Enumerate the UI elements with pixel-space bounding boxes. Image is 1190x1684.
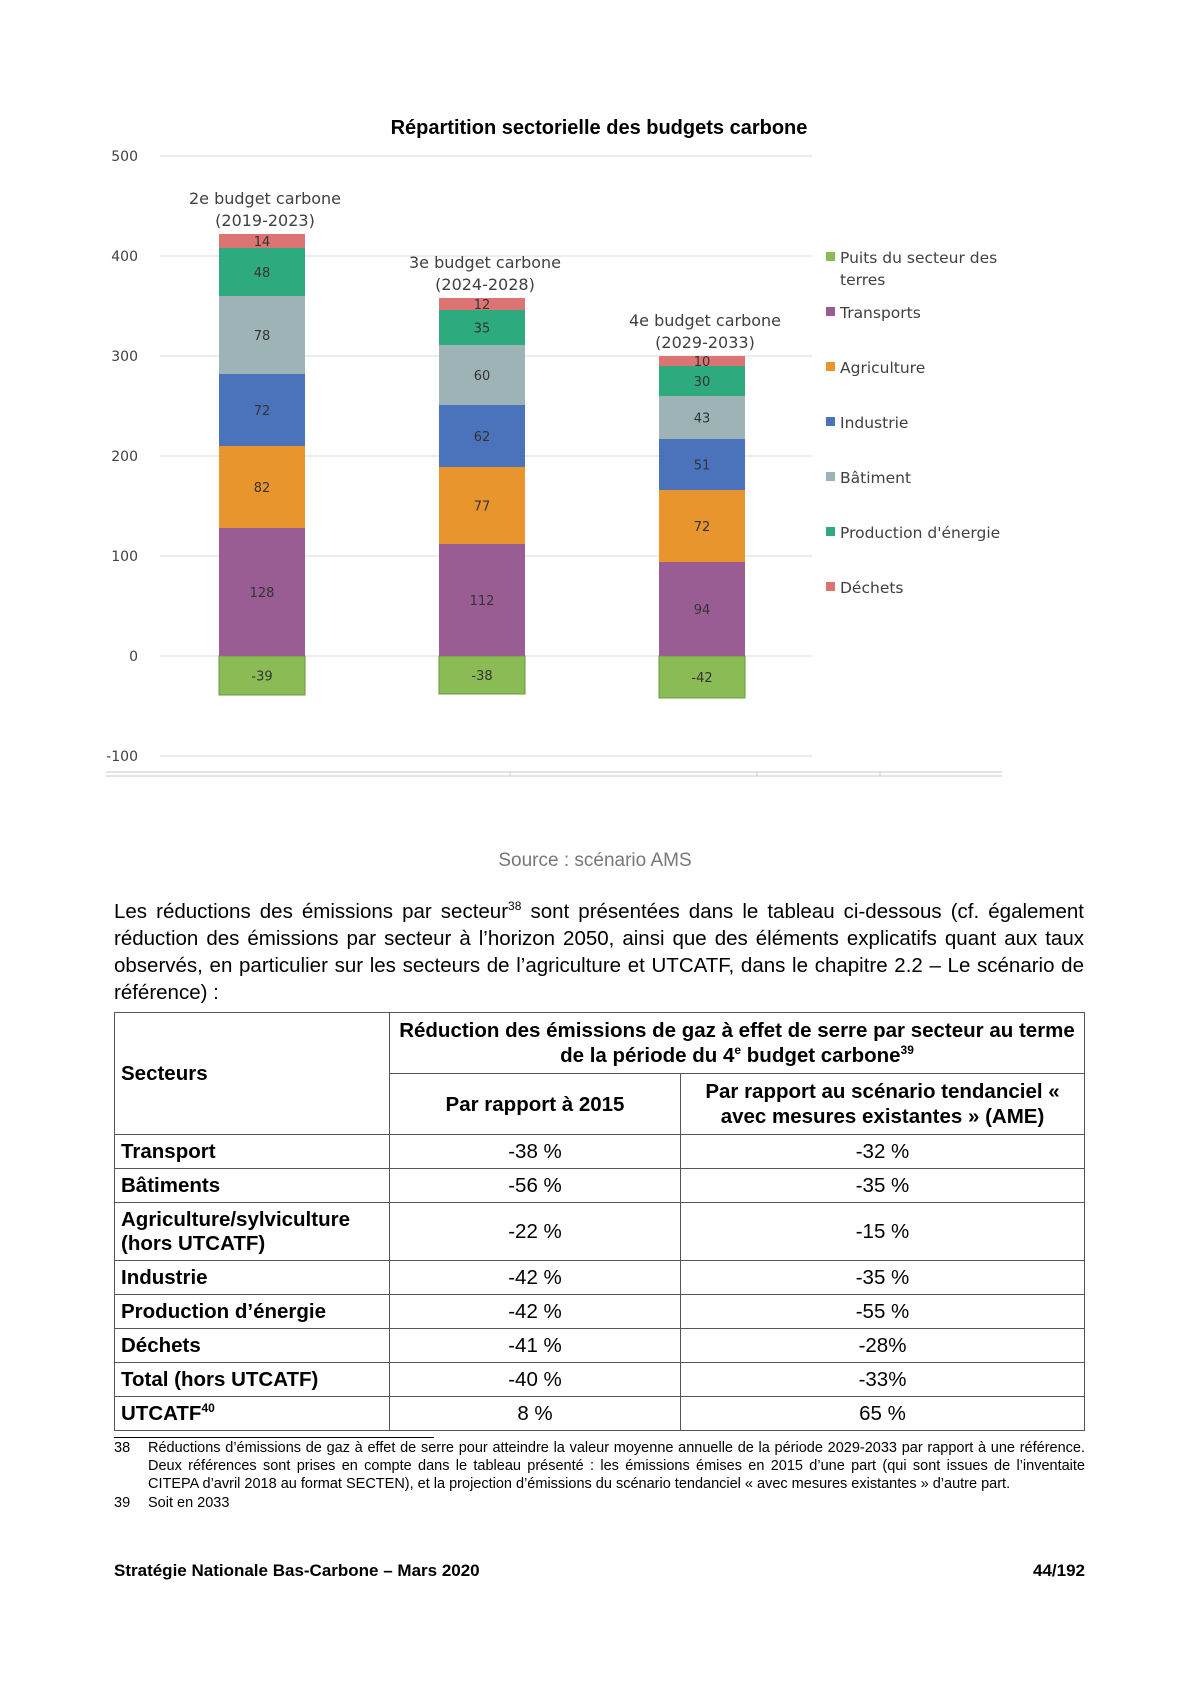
footnote [114,1439,1085,1493]
value-vs-ame: -35 % [681,1169,1085,1203]
category-label: (2019-2023) [215,211,315,230]
value-vs-2015: -38 % [390,1135,681,1169]
data-label: 62 [473,430,491,445]
sector-name [115,1363,390,1397]
chart-source: Source : scénario AMS [498,850,692,871]
sector-name-text: Agriculture/sylviculture (hors UTCATF) [121,1207,350,1255]
legend-item [826,304,921,322]
legend-swatch [826,252,835,261]
y-tick-label: -100 [106,749,138,765]
sector-name-text: Déchets [121,1333,201,1357]
col-header-vs-ame: Par rapport au scénario tendanciel « avec mesures existantes » (AME) [681,1074,1085,1135]
col-header-vs-2015: Par rapport à 2015 [390,1074,681,1135]
sector-name [115,1295,390,1329]
y-tick-label: 500 [111,149,138,165]
table-row [115,1397,1085,1431]
legend-item [826,524,1000,542]
legend-swatch [826,472,835,481]
sector-name-text: UTCATF [121,1401,202,1425]
sector-name [115,1203,390,1261]
table-row [115,1135,1085,1169]
footnote-ref-38[interactable]: 38 [508,899,522,914]
data-label: 12 [473,298,491,313]
value-vs-ame: 65 % [681,1397,1085,1431]
emission-reduction-table [114,1012,1085,1431]
legend-item [826,414,908,432]
legend-label: Puits du secteur des [840,249,998,267]
footnote-ref-39[interactable]: 39 [900,1043,914,1058]
footnote-ref-40[interactable]: 40 [201,1400,215,1415]
data-label: 14 [253,235,271,250]
legend-label: Bâtiment [840,469,912,487]
header-main-sup: e [734,1043,742,1058]
table-row [115,1295,1085,1329]
header-main-text: Réduction des émissions de gaz à effet de serre par secteur au terme de la période du 4 [399,1019,1075,1067]
category-label: 4e budget carbone [628,311,782,330]
y-tick-label: 0 [129,649,138,665]
data-label: 112 [469,594,495,609]
sector-name-text: Transport [121,1139,216,1163]
legend-swatch [826,362,835,371]
legend-label: Industrie [840,414,909,432]
value-vs-2015: 8 % [390,1397,681,1431]
value-vs-ame: -35 % [681,1261,1085,1295]
footnote-number: 38 [114,1440,131,1456]
legend-swatch [826,527,835,536]
data-label: 128 [249,586,275,601]
y-tick-label: 200 [111,449,138,465]
col-header-sectors: Secteurs [115,1013,390,1135]
sector-name-text: Total (hors UTCATF) [121,1367,319,1391]
y-tick-label: 400 [111,249,138,265]
legend-item [826,579,904,597]
legend-swatch [826,417,835,426]
legend-item [826,359,925,377]
table-row [115,1169,1085,1203]
y-tick-label: 300 [111,349,138,365]
data-label: 10 [693,355,711,370]
value-vs-ame: -15 % [681,1203,1085,1261]
sector-name [115,1261,390,1295]
legend-item [826,249,997,289]
footnote-number: 39 [114,1495,131,1511]
category-label: 2e budget carbone [188,189,342,208]
paragraph-text-start: Les réductions des émissions par secteur [114,900,509,923]
data-label: 48 [253,266,271,281]
category-label: (2024-2028) [435,275,535,294]
col-header-main [390,1013,1085,1074]
value-vs-2015: -22 % [390,1203,681,1261]
value-vs-2015: -42 % [390,1261,681,1295]
sector-name [115,1135,390,1169]
value-vs-ame: -32 % [681,1135,1085,1169]
footer-title: Stratégie Nationale Bas-Carbone – Mars 2020 [114,1561,480,1580]
data-label: 30 [693,375,711,390]
value-vs-ame: -33% [681,1363,1085,1397]
legend-swatch [826,582,835,591]
footnote [114,1494,1085,1512]
value-vs-ame: -28% [681,1329,1085,1363]
legend-label: Déchets [840,579,904,597]
data-label: -39 [251,669,273,685]
data-label: 77 [473,499,491,515]
header-main-text-end: budget carbone [741,1044,901,1067]
legend-item [826,469,911,487]
footnote-text: Réductions d’émissions de gaz à effet de serre pour atteindre la valeur moyenne annuelle de la période 2029-2033 par rapport à une référence. Deux références sont prises en compte dans le tableau présenté : les émissions émises en 2015 d’une part (qui sont issues de l’inventaite CITEPA d’avril 2018 au format SECTEN), et la projection d’émissions du scénario tendanciel « avec mesures existantes » d’autre part. [148,1440,1085,1492]
intro-paragraph [114,898,1084,1006]
footnote-separator [114,1437,434,1438]
data-label: 51 [693,458,711,474]
legend-label: Transports [840,304,921,322]
table-row [115,1363,1085,1397]
legend-label: terres [840,271,886,289]
sector-name [115,1329,390,1363]
sector-name-text: Bâtiments [121,1173,221,1197]
chart-title: Répartition sectorielle des budgets carbone [390,117,808,139]
sector-name-text: Production d’énergie [121,1299,327,1323]
legend-swatch [826,307,835,316]
sector-name-text: Industrie [121,1265,208,1289]
value-vs-2015: -56 % [390,1169,681,1203]
value-vs-2015: -40 % [390,1363,681,1397]
data-label: -42 [691,671,713,686]
data-label: 72 [253,404,271,419]
value-vs-2015: -42 % [390,1295,681,1329]
sector-name [115,1169,390,1203]
data-label: 60 [473,369,491,384]
y-tick-label: 100 [111,549,138,565]
table-row [115,1261,1085,1295]
data-label: 78 [253,329,271,344]
paragraph-text-end: sont présentées dans le tableau ci-dessous (cf. également réduction des émissions par secteur à l’horizon 2050, ainsi que des éléments explicatifs quant aux taux observés, en particulier sur les secteurs de l’agriculture et UTCATF, dans le chapitre 2.2 – Le scénario de référence) : [114,900,1084,1004]
table-row [115,1329,1085,1363]
data-label: 35 [473,321,491,337]
category-label: 3e budget carbone [408,253,562,272]
data-label: 82 [253,481,271,496]
category-label: (2029-2033) [655,333,755,352]
value-vs-ame: -55 % [681,1295,1085,1329]
footnote-text: Soit en 2033 [148,1495,230,1511]
data-label: 43 [693,411,711,427]
page-number: 44/192 [1033,1561,1085,1580]
data-label: -38 [471,669,493,684]
value-vs-2015: -41 % [390,1329,681,1363]
table-row [115,1203,1085,1261]
legend-label: Production d'énergie [840,524,1001,542]
data-label: 94 [693,603,711,618]
legend-label: Agriculture [840,359,926,377]
sector-name [115,1397,390,1431]
sector-budget-chart [100,100,1100,840]
footnotes [114,1439,1085,1513]
data-label: 72 [693,520,711,535]
